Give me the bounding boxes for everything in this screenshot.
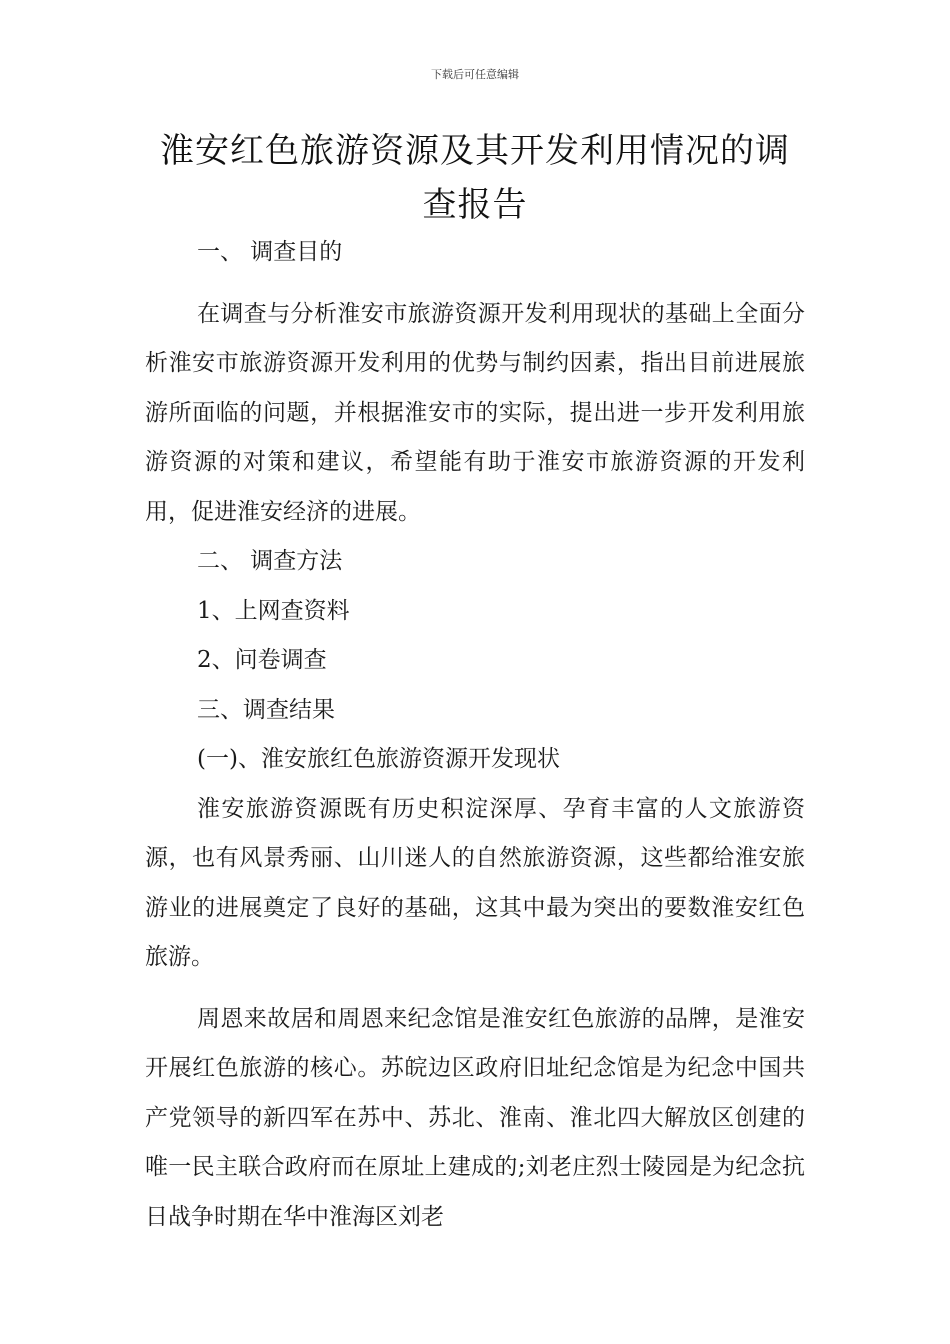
paragraph-resources: 淮安旅游资源既有历史积淀深厚、孕育丰富的人文旅游资源，也有风景秀丽、山川迷人的自然旅游资源，这些都给淮安旅游业的进展奠定了良好的基础，这其中最为突出的要数淮安红色旅游。 <box>145 795 805 970</box>
method-item-2: 2、问卷调查 <box>197 647 327 673</box>
subsection-heading-status: (一)、淮安旅红色旅游资源开发现状 <box>197 746 560 772</box>
document-body <box>145 228 805 1242</box>
header-note: 下载后可任意编辑 <box>431 68 519 81</box>
section-heading-method: 二、 调查方法 <box>197 548 343 574</box>
paragraph-purpose: 在调查与分析淮安市旅游资源开发利用现状的基础上全面分析淮安市旅游资源开发利用的优势与制约因素，指出目前进展旅游所面临的问题，并根据淮安市的实际，提出进一步开发利用旅游资源的对策和建议，希望能有助于淮安市旅游资源的开发利用，促进淮安经济的进展。 <box>145 300 805 525</box>
section-heading-result: 三、调查结果 <box>197 696 335 723</box>
section-heading-purpose: 一、 调查目的 <box>197 239 343 265</box>
method-item-1: 1、上网查资料 <box>197 597 350 624</box>
page-title: 淮安红色旅游资源及其开发利用情况的调查报告 <box>160 131 790 225</box>
paragraph-sites: 周恩来故居和周恩来纪念馆是淮安红色旅游的品牌，是淮安开展红色旅游的核心。苏皖边区政府旧址纪念馆是为纪念中国共产党领导的新四军在苏中、苏北、淮南、淮北四大解放区创建的唯一民主联合政府而在原址上建成的;刘老庄烈士陵园是为纪念抗日战争时期在华中淮海区刘老 <box>145 1005 805 1230</box>
